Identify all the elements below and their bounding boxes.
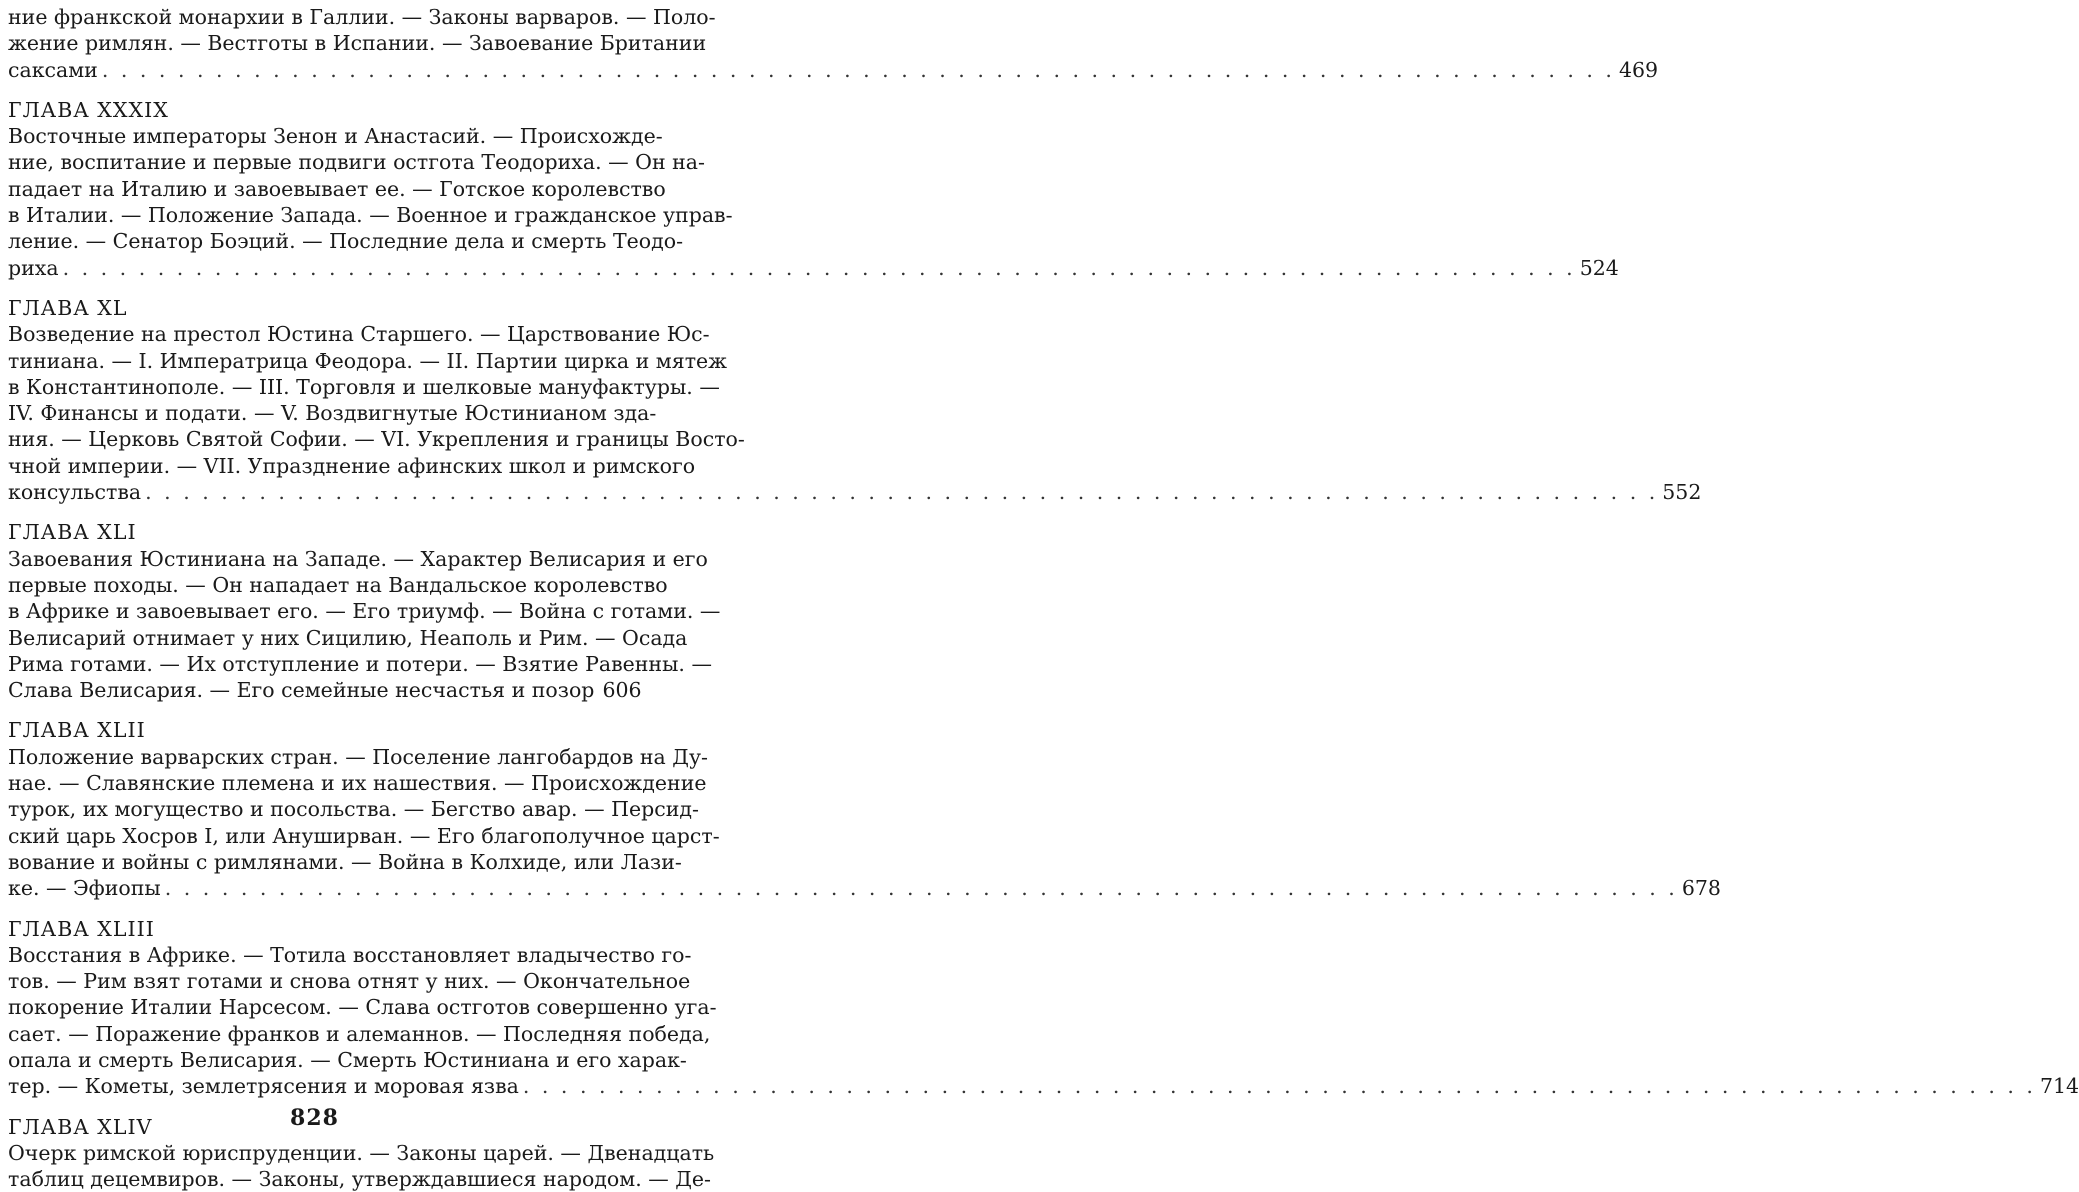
summary-line: сает. — Поражение франков и алеманнов. — Последняя победа,	[8, 1021, 711, 1046]
page-reference: 606	[602, 678, 642, 703]
summary-line: в Африке и завоевывает его. — Его триумф. — Война с готами. —	[8, 599, 721, 624]
summary-line: ние, воспитание и первые подвиги остгота Теодориха. — Он на-	[8, 150, 705, 175]
page-reference: 678	[1681, 876, 1721, 901]
summary-line: риха	[8, 255, 59, 280]
chapter-heading: ГЛАВА XLIV	[8, 1114, 153, 1139]
summary-line: в Константинополе. — III. Торговля и шелковые мануфактуры. —	[8, 374, 720, 399]
summary-line: Восстания в Африке. — Тотила восстановляет владычество го-	[8, 942, 692, 967]
summary-line: Положение варварских стран. — Поселение лангобардов на Ду-	[8, 744, 708, 769]
summary-line: ние франкской монархии в Галлии. — Законы варваров. — Поло-	[8, 5, 716, 29]
toc-entry	[8, 519, 721, 703]
toc-page	[8, 4, 2079, 1192]
summary-line: консульства	[8, 480, 142, 505]
page-number: 828	[290, 1105, 339, 1131]
summary-line: падает на Италию и завоевывает ее. — Готское королевство	[8, 176, 666, 201]
summary-line: Восточные императоры Зенон и Анастасий. — Происхожде-	[8, 124, 663, 149]
summary-line: IV. Финансы и подати. — V. Воздвигнутые Юстинианом зда-	[8, 401, 657, 426]
summary-line: нае. — Славянские племена и их нашествия. — Происхождение	[8, 771, 707, 796]
page-reference: 469	[1618, 57, 1659, 82]
toc-entry	[8, 916, 2079, 1100]
chapter-heading: ГЛАВА XLIII	[8, 916, 155, 941]
summary-line: первые походы. — Он нападает на Вандальское королевство	[8, 572, 668, 597]
toc-entry	[8, 295, 1702, 505]
summary-line: тов. — Рим взят готами и снова отнят у них. — Окончательное	[8, 969, 691, 994]
page-reference: 714	[2039, 1074, 2079, 1099]
summary-line: опала и смерть Велисария. — Смерть Юстиниана и его харак-	[8, 1047, 687, 1072]
dot-leader: . . . . . . . . . . . . . . . . . . . . . . . . . . . . . . . . . . . . . . . . . . . . . . . . . . . . . . . . . . . . . . . . . . . . . . . . . . . . . . . .	[101, 57, 1615, 82]
dot-leader: . . . . . . . . . . . . . . . . . . . . . . . . . . . . . . . . . . . . . . . . . . . . . . . . . . . . . . . . . . . . . . . . . . . . . . . . . . . . . . . .	[164, 876, 1678, 901]
summary-line: саксами	[8, 57, 98, 82]
toc-entry	[8, 717, 1721, 901]
summary-line: Велисарий отнимает у них Сицилию, Неаполь и Рим. — Осада	[8, 625, 688, 650]
entry-last-line	[8, 875, 1721, 901]
dot-leader: . . . . . . . . . . . . . . . . . . . . . . . . . . . . . . . . . . . . . . . . . . . . . . . . . . . . . . . . . . . . . . . . . . . . . . . . . . . . . . . .	[522, 1074, 2036, 1099]
entry-last-line	[8, 255, 1619, 281]
entry-last-line	[8, 1073, 2079, 1099]
summary-line: Завоевания Юстиниана на Западе. — Характер Велисария и его	[8, 546, 708, 571]
entry-last-line	[8, 677, 642, 703]
summary-line: турок, их могущество и посольства. — Бегство авар. — Персид-	[8, 797, 699, 822]
dot-leader: . . . . . . . . . . . . . . . . . . . . . . . . . . . . . . . . . . . . . . . . . . . . . . . . . . . . . . . . . . . . . . . . . . . . . . . . . . . . . . . .	[62, 255, 1576, 280]
summary-line: Возведение на престол Юстина Старшего. — Царствование Юс-	[8, 322, 710, 347]
summary-line: вование и войны с римлянами. — Война в Колхиде, или Лази-	[8, 849, 682, 874]
summary-line: Слава Велисария. — Его семейные несчастья и позор	[8, 678, 595, 703]
toc-entry	[8, 4, 1659, 83]
chapter-heading: ГЛАВА XLII	[8, 718, 146, 743]
summary-line: Очерк римской юриспруденции. — Законы царей. — Двенадцать	[8, 1140, 715, 1165]
summary-line: ния. — Церковь Святой Софии. — VI. Укрепления и границы Восто-	[8, 427, 745, 452]
entry-last-line	[8, 479, 1702, 505]
entry-last-line	[8, 57, 1659, 83]
page-reference: 524	[1579, 255, 1619, 280]
summary-line: покорение Италии Нарсесом. — Слава остготов совершенно уга-	[8, 995, 717, 1020]
summary-line: ке. — Эфиопы	[8, 876, 161, 901]
chapter-heading: ГЛАВА XXXIX	[8, 97, 169, 122]
page-reference: 552	[1662, 480, 1702, 505]
summary-line: тер. — Кометы, землетрясения и моровая язва	[8, 1074, 519, 1099]
dot-leader: . . . . . . . . . . . . . . . . . . . . . . . . . . . . . . . . . . . . . . . . . . . . . . . . . . . . . . . . . . . . . . . . . . . . . . . . . . . . . . . .	[145, 480, 1659, 505]
summary-line: в Италии. — Положение Запада. — Военное и гражданское управ-	[8, 203, 733, 228]
summary-line: Рима готами. — Их отступление и потери. — Взятие Равенны. —	[8, 651, 712, 676]
summary-line: ление. — Сенатор Боэций. — Последние дела и смерть Теодо-	[8, 229, 684, 254]
summary-line: таблиц децемвиров. — Законы, утверждавшиеся народом. — Де-	[8, 1167, 711, 1192]
chapter-heading: ГЛАВА XLI	[8, 520, 137, 545]
summary-line: тиниана. — I. Императрица Феодора. — II. Партии цирка и мятеж	[8, 348, 728, 373]
summary-line: чной империи. — VII. Упразднение афинских школ и римского	[8, 453, 696, 478]
chapter-heading: ГЛАВА XL	[8, 295, 128, 320]
summary-line: жение римлян. — Вестготы в Испании. — Завоевание Британии	[8, 31, 707, 56]
toc-entry	[8, 97, 1619, 281]
summary-line: ский царь Хосров I, или Ануширван. — Его благополучное царст-	[8, 823, 720, 848]
